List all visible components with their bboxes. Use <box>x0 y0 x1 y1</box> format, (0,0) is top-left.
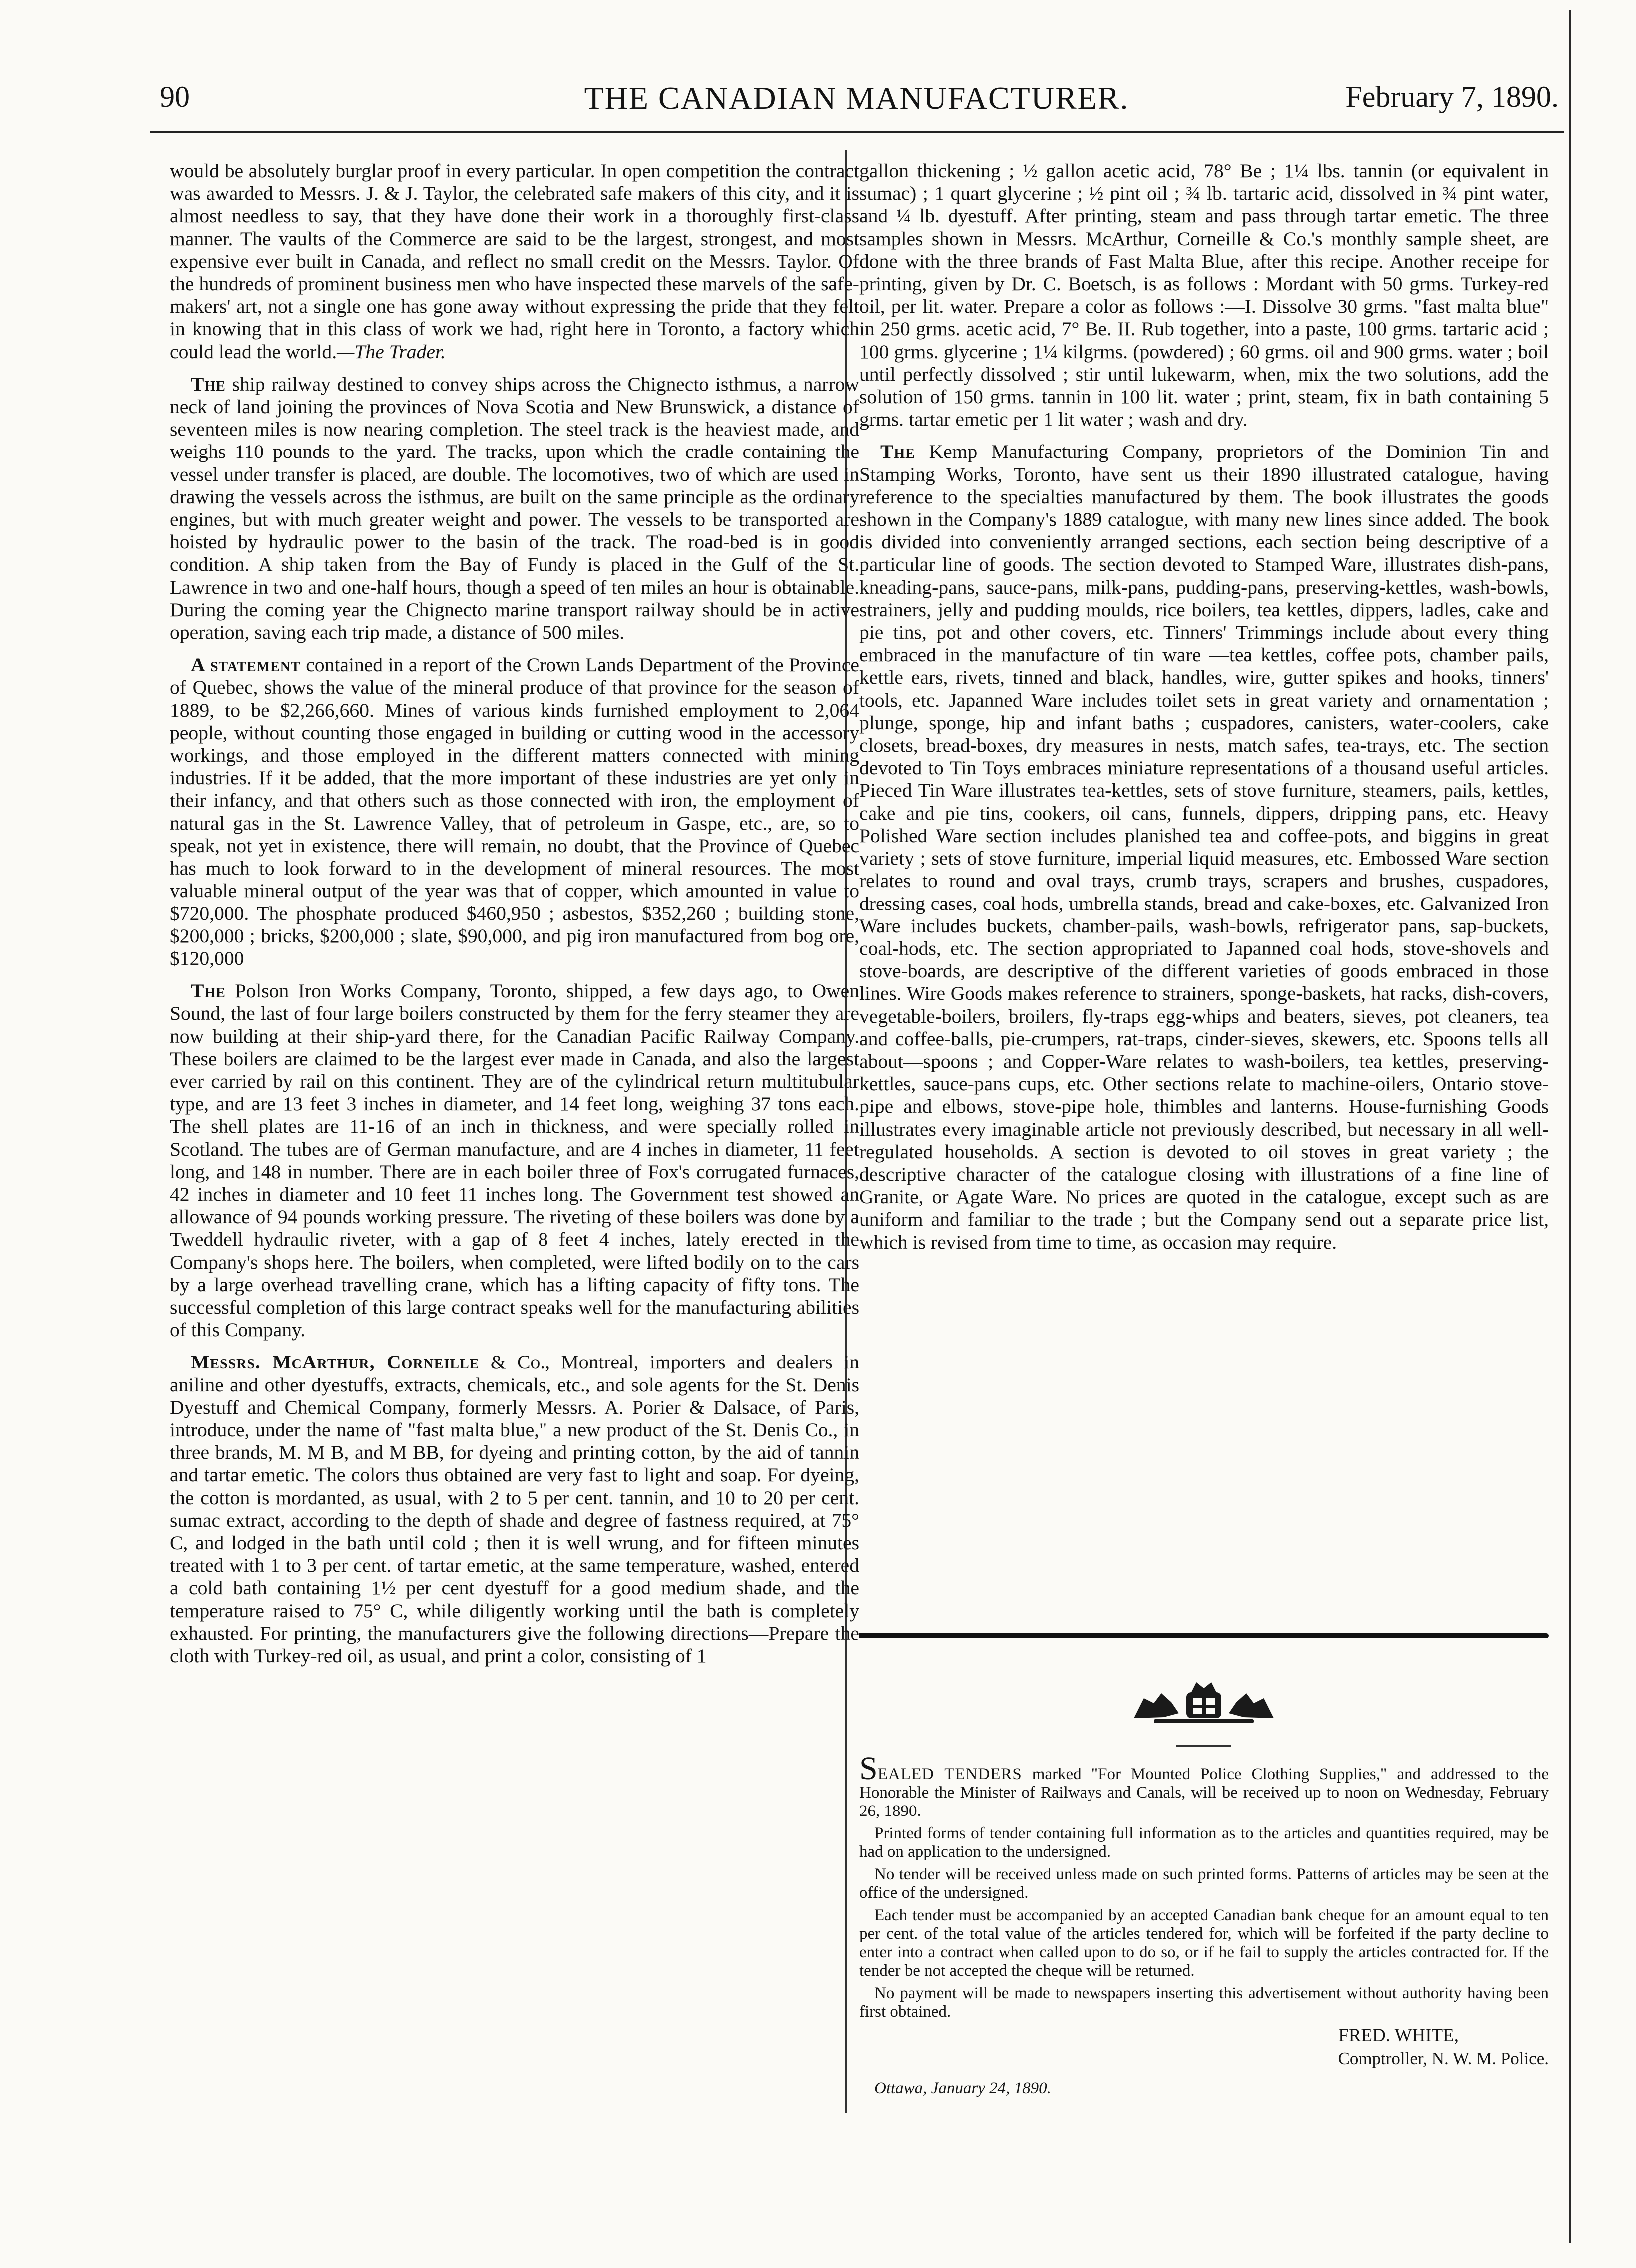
ornament-rule <box>1176 1745 1231 1747</box>
notice-heading: SEALED TENDERS marked "For Mounted Police Clothing Supplies," and addressed to the Honorable the Minister of Railways and Canals, will be received up to noon on Wednesday, February 26, 1890. <box>859 1750 1549 1820</box>
tender-notice <box>859 1750 1549 2101</box>
article-source: —The Trader. <box>337 340 446 363</box>
notice-cheque: Each tender must be accompanied by an accepted Canadian bank cheque for an amount equal to ten per cent. of the total value of the articles tendered for, which will be forfeited if the party decline to enter into a contract when called upon to do so, or if he fail to supply the articles contracted for. If the tender be not accepted the cheque will be returned. <box>859 1906 1549 1980</box>
signer-title: Comptroller, N. W. M. Police. <box>1338 2049 1549 2068</box>
article-ship-railway: The ship railway destined to convey ships across the Chignecto isthmus, a narrow neck of land joining the provinces of Nova Scotia and New Brunswick, a distance of seventeen miles is now nearing completion. The steel track is the heaviest made, and weighs 110 pounds to the yard. The tracks, upon which the cradle containing the vessel under transfer is placed, are double. The locomotives, two of which are used in drawing the vessels across the isthmus, are built on the same principle as the ordinary engines, but with much greater weight and power. The vessels to be transported are hoisted by hydraulic power to the basin of the track. The road-bed is in good condition. A ship taken from the Bay of Fundy is placed in the Gulf of the St. Lawrence in two and one-half hours, though a speed of ten miles an hour is obtainable. During the coming year the Chignecto marine transport railway should be in active operation, saving each trip made, a distance of 500 miles. <box>170 373 859 644</box>
section-rule <box>859 1633 1549 1638</box>
article-malta-blue: Messrs. McArthur, Corneille & Co., Montreal, importers and dealers in aniline and other dyestuffs, extracts, chemicals, etc., and sole agents for the St. Denis Dyestuff and Chemical Company, formerly Messrs. A. Porier & Dalsace, of Paris, introduce, under the name of "fast malta blue," a new product of the St. Denis Co., in three brands, M. M B, and M BB, for dyeing and printing cotton, by the aid of tannin and tartar emetic. The colors thus obtained are very fast to light and soap. For dyeing, the cotton is mordanted, as usual, with 2 to 5 per cent. tannin, and 10 to 20 per cent. sumac extract, according to the depth of shade and degree of fastness required, at 75° C, and lodged in the bath until cold ; then it is well wrung, and for fifteen minutes treated with 1 to 3 per cent. of tartar emetic, at the same temperature, washed, entered a cold bath containing 1½ per cent dyestuff for a good medium shade, and the temperature raised to 75° C, while diligently working until the bath is completely exhausted. For printing, the manufacturers give the following directions—Prepare the cloth with Turkey-red oil, as usual, and print a color, consisting of 1 <box>170 1351 859 1667</box>
drop-cap: S <box>859 1750 878 1787</box>
notice-dateline: Ottawa, January 24, 1890. <box>874 2079 1051 2097</box>
left-column <box>170 160 859 2183</box>
article-quebec-minerals: A statement contained in a report of the Crown Lands Department of the Province of Quebec, shows the value of the mineral produce of that province for the season of 1889, to be $2,266,660. Mines of various kinds furnished employment to 2,064 people, without counting those engaged in building or cutting wood in the accessory workings, and those employed in the different matters connected with mining industries. If it be added, that the more important of these industries are yet only in their infancy, and that others such as those connected with iron, the employment of natural gas in the St. Lawrence Valley, that of petroleum in Gaspe, etc., are, so to speak, not yet in existence, there will remain, no doubt, that the Province of Quebec has much to look forward to in the development of mineral resources. The most valuable mineral output of the year was that of copper, which amounted in value to $720,000. The phosphate produced $460,950 ; asbestos, $352,260 ; building stone, $200,000 ; bricks, $200,000 ; slate, $90,000, and pig iron manufactured from bog ore, $120,000 <box>170 654 859 969</box>
issue-date: February 7, 1890. <box>1345 80 1559 113</box>
journal-title: THE CANADIAN MANUFACTURER. <box>584 80 1129 116</box>
right-articles <box>859 160 1549 1623</box>
article-kemp-catalogue: The Kemp Manufacturing Company, proprietors of the Dominion Tin and Stamping Works, Toronto, have sent us their 1890 illustrated catalogue, having reference to the specialties manufactured by them. The book illustrates the goods shown in the Company's 1889 catalogue, with many new lines since added. The book is divided into conveniently arranged sections, each section being descriptive of a particular line of goods. The section devoted to Stamped Ware, illustrates dish-pans, kneading-pans, sauce-pans, milk-pans, pudding-pans, preserving-kettles, wash-bowls, strainers, jelly and pudding moulds, rice boilers, tea kettles, dippers, ladles, cake and pie tins, pot and other covers, etc. Tinners' Trimmings include about every thing embraced in the manufacture of tin ware —tea kettles, coffee pots, chamber pails, kettle ears, rivets, tinned and black, handles, wire, gutter spikes and hooks, tinners' tools, etc. Japanned Ware includes toilet sets in great variety and ornamentation ; plunge, sponge, hip and infant baths ; cuspadores, canisters, water-coolers, cake closets, bread-boxes, dry measures in nests, match safes, tea-trays, etc. The section devoted to Tin Toys embraces miniature representations of a thousand useful articles. Pieced Tin Ware illustrates tea-kettles, sets of stove furniture, steamers, pails, kettles, cake and pie tins, cookers, oil cans, funnels, dippers, dripping pans, etc. Heavy Polished Ware section includes planished tea and coffee-pots, and biggins in great variety ; sets of stove furniture, imperial liquid measures, etc. Embossed Ware section relates to round and oval trays, crumb trays, scrapers and brushes, cuspadores, dressing cases, coal hods, umbrella stands, bread and cake-boxes, etc. Galvanized Iron Ware includes buckets, chamber-pails, wash-bowls, refrigerator pans, sap-buckets, coal-hods, etc. The section appropriated to Japanned coal hods, stove-shovels and stove-boards, are descriptive of the different varieties of goods embraced in those lines. Wire Goods makes reference to strainers, sponge-baskets, hat racks, dish-covers, vegetable-boilers, broilers, fly-traps egg-whips and beaters, sieves, pot cleaners, tea and coffee-balls, pie-crumpers, rat-traps, cinder-sieves, skewers, etc. Spoons tells all about—spoons ; and Copper-Ware relates to wash-boilers, tea kettles, preserving-kettles, sauce-pans cups, etc. Other sections relate to machine-oilers, Ontario stove-pipe and elbows, stove-pipe hole, thimbles and lanterns. House-furnishing Goods illustrates every imaginable article not previously described, but necessary in all well-regulated households. A section is devoted to oil stoves in great variety ; the descriptive character of the catalogue closing with illustrations of a fine line of Granite, or Agate Ware. No prices are quoted in the catalogue, except such as are uniform and familiar to the trade ; but the Company send out a separate price list, which is revised from time to time, as occasion may require. <box>859 441 1549 1253</box>
article-safe-vaults: would be absolutely burglar proof in every particular. In open competition the contract was awarded to Messrs. J. & J. Taylor, the celebrated safe makers of this city, and it is almost needless to say, that they have done their work in a thoroughly first-class manner. The vaults of the Commerce are said to be the largest, strongest, and most expensive ever built in Canada, and reflect no small credit on the Messrs. Taylor. Of the hundreds of prominent business men who have inspected these marvels of the safe-makers' art, not a single one has gone away without expressing the pride that they felt in knowing that in this class of work we had, right here in Toronto, a factory which could lead the world.—The Trader. <box>170 160 859 363</box>
article-polson-boilers: The Polson Iron Works Company, Toronto, shipped, a few days ago, to Owen Sound, the last of four large boilers constructed by them for the ferry steamer they are now building at their ship-yard there, for the Canadian Pacific Railway Company. These boilers are claimed to be the largest ever made in Canada, and also the largest ever carried by rail on this continent. They are of the cylindrical return multitubular type, and are 13 feet 3 inches in diameter, and 14 feet long, weighing 37 tons each. The shell plates are 11-16 of an inch in thickness, and were specially rolled in Scotland. The tubes are of German manufacture, and are 4 inches in diameter, 11 feet long, and 148 in number. There are in each boiler three of Fox's corrugated furnaces, 42 inches in diameter and 10 feet 11 inches long. The Government test showed an allowance of 94 pounds working pressure. The riveting of these boilers was done by a Tweddell hydraulic riveter, with a gap of 8 feet 4 inches, lately erected in the Company's shops here. The boilers, when completed, were lifted bodily on to the cars by a large overhead travelling crane, which has a lifting capacity of fifty tons. The successful completion of this large contract speaks well for the manufacturing abilities of this Company. <box>170 980 859 1341</box>
page-edge-line <box>1569 10 1571 2243</box>
article-malta-blue-continued: gallon thickening ; ½ gallon acetic acid, 78° Be ; 1¼ lbs. tannin (or equivalent in sumac) ; 1 quart glycerine ; ½ pint oil ; ¾ lb. tartaric acid, dissolved in ¾ pint water, and ¼ lb. dyestuff. After printing, steam and pass through tartar emetic. The three samples shown in Messrs. McArthur, Corneille & Co.'s monthly sample sheet, are done with the three brands of Fast Malta Blue, after this recipe. Another receipe for printing, given by Dr. C. Boetsch, is as follows : Mordant with 50 grms. Turkey-red oil, per lit. water. Prepare a color as follows :—I. Dissolve 30 grms. "fast malta blue" in 250 grms. acetic acid, 7° Be. II. Rub together, into a paste, 100 grms. tartaric acid ; 100 grms. glycerine ; 1¼ kilgrms. (powdered) ; 60 grms. oil and 900 grms. water ; boil until perfectly dissolved ; stir until lukewarm, when, mix the two solutions, add the solution of 150 grms. tannin in 100 lit. water ; print, steam, fix in bath containing 5 grms. tartar emetic per 1 lit water ; wash and dry. <box>859 160 1549 431</box>
page-number: 90 <box>160 80 190 113</box>
notice-printed-forms: No tender will be received unless made on such printed forms. Patterns of articles may be seen at the office of the undersigned. <box>859 1865 1549 1902</box>
signature-block <box>859 2026 1549 2101</box>
right-column <box>859 160 1549 2101</box>
notice-forms: Printed forms of tender containing full information as to the articles and quantities required, may be had on application to the undersigned. <box>859 1824 1549 1861</box>
coat-of-arms-icon <box>1124 1678 1284 1726</box>
signer-name: FRED. WHITE, <box>1338 2025 1459 2046</box>
header-rule <box>150 131 1564 133</box>
notice-newspapers: No payment will be made to newspapers inserting this advertisement without authority having been first obtained. <box>859 1984 1549 2021</box>
page-header <box>150 80 1564 120</box>
